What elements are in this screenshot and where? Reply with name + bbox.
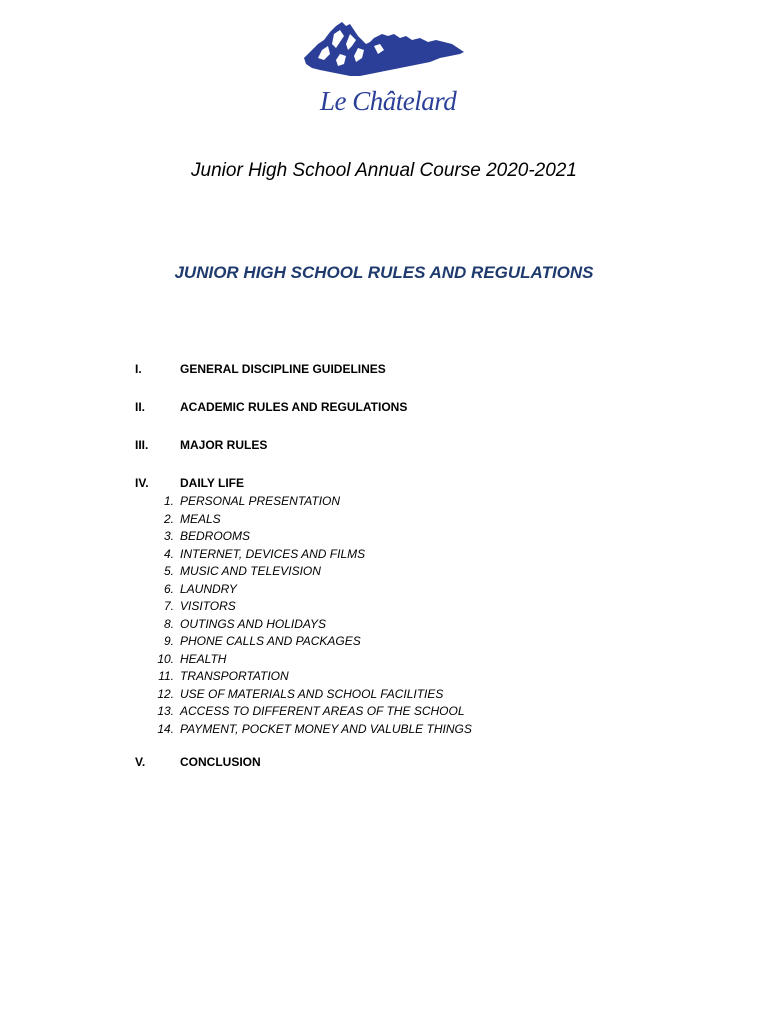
- mountain-logo-icon: [300, 20, 468, 82]
- toc-subitem-number: 1.: [163, 494, 174, 508]
- toc-section-label: GENERAL DISCIPLINE GUIDELINES: [180, 362, 386, 376]
- toc-subitem-number: 3.: [163, 529, 174, 543]
- toc-subitem-label: MEALS: [180, 511, 221, 526]
- toc-subitem: [135, 634, 361, 648]
- toc-subitem: [135, 704, 465, 718]
- toc-subitem-number: 5.: [163, 564, 174, 578]
- toc-section-number: II.: [135, 400, 146, 414]
- toc-section-label: MAJOR RULES: [180, 438, 268, 452]
- toc-section: [135, 400, 407, 414]
- toc-subitem-label: OUTINGS AND HOLIDAYS: [180, 616, 327, 631]
- toc-section: [135, 755, 261, 769]
- toc-section: [135, 362, 386, 376]
- toc-subitem: [135, 669, 289, 683]
- toc-subitem-number: 8.: [163, 616, 174, 631]
- toc-subitem-label: PHONE CALLS AND PACKAGES: [180, 634, 361, 648]
- toc-section-number: I.: [135, 362, 142, 376]
- toc-subitem-label: HEALTH: [180, 651, 227, 666]
- toc-subitem-label: ACCESS TO DIFFERENT AREAS OF THE SCHOOL: [180, 704, 465, 718]
- toc-section-number: V.: [135, 755, 146, 769]
- toc-subitem-label: INTERNET, DEVICES AND FILMS: [180, 546, 366, 561]
- toc-subitem: [135, 564, 321, 578]
- toc-subitem-label: USE OF MATERIALS AND SCHOOL FACILITIES: [180, 686, 444, 701]
- toc-subitem-number: 11.: [158, 669, 174, 683]
- toc-section-label: ACADEMIC RULES AND REGULATIONS: [180, 400, 408, 414]
- toc-section-number: III.: [135, 438, 149, 452]
- toc-section: [135, 438, 267, 452]
- toc-subitem-number: 13.: [157, 704, 174, 718]
- toc-subitem-label: PERSONAL PRESENTATION: [180, 494, 341, 508]
- toc-subitem: [135, 687, 443, 701]
- toc-subitem-label: LAUNDRY: [180, 581, 237, 596]
- toc-subitem: [135, 494, 340, 508]
- toc-section: [135, 476, 244, 490]
- document-subtitle: Junior High School Annual Course 2020-2021: [191, 160, 577, 181]
- toc-subitem-number: 4.: [163, 546, 174, 561]
- toc-subitem-label: VISITORS: [180, 599, 236, 613]
- toc-subitem: [135, 652, 226, 666]
- toc-subitem-label: BEDROOMS: [180, 529, 251, 543]
- toc-subitem-label: TRANSPORTATION: [180, 669, 289, 683]
- toc-subitem: [135, 722, 472, 736]
- toc-subitem-number: 2.: [163, 511, 174, 526]
- toc-subitem-number: 12.: [157, 686, 174, 701]
- toc-section-label: CONCLUSION: [180, 755, 261, 769]
- document-title: JUNIOR HIGH SCHOOL RULES AND REGULATIONS: [174, 263, 594, 282]
- toc-subitem: [135, 599, 236, 613]
- toc-subitem-number: 7.: [163, 599, 174, 613]
- toc-subitem-number: 10.: [157, 651, 174, 666]
- toc-subitem: [135, 582, 237, 596]
- toc-subitem-number: 6.: [163, 581, 174, 596]
- toc-subitem: [135, 512, 221, 526]
- toc-subitem-label: MUSIC AND TELEVISION: [180, 564, 321, 578]
- toc-subitem-number: 9.: [163, 634, 174, 648]
- logo-text: Le Châtelard: [320, 86, 457, 116]
- toc-subitem: [135, 617, 326, 631]
- toc-subitem-label: PAYMENT, POCKET MONEY AND VALUBLE THINGS: [180, 721, 472, 736]
- toc-subitem: [135, 547, 365, 561]
- toc-section-label: DAILY LIFE: [180, 476, 245, 490]
- toc-subitem: [135, 529, 250, 543]
- toc-section-number: IV.: [135, 476, 149, 490]
- toc-subitem-number: 14.: [157, 721, 174, 736]
- school-logo: [300, 20, 468, 120]
